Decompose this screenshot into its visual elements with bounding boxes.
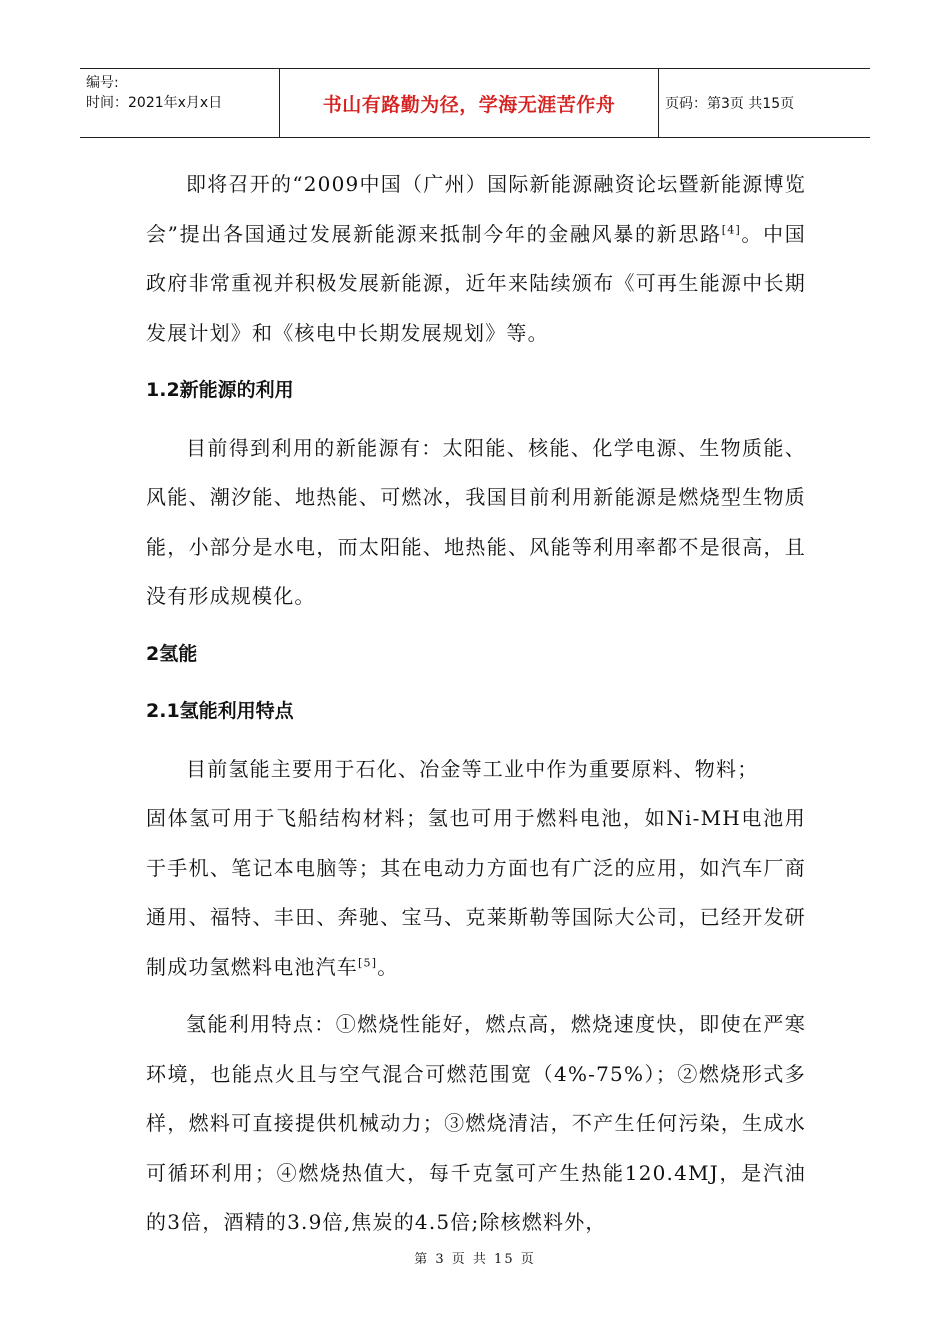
section-heading: 1.2新能源的利用 — [146, 379, 294, 401]
section-heading: 2氢能 — [146, 642, 198, 665]
document-time: 时间：2021年x月x日 — [86, 95, 223, 111]
header-motto: 书山有路勤为径，学海无涯苦作舟 — [280, 69, 659, 137]
paragraph-hydrogen-use-line1: 目前氢能主要用于石化、冶金等工业中作为重要原料、物料； — [186, 756, 759, 781]
section-heading: 2.1氢能利用特点 — [146, 700, 294, 722]
citation-ref: [4] — [721, 222, 741, 236]
document-body — [146, 160, 806, 1248]
page-header — [80, 68, 870, 138]
paragraph-hydrogen-use — [146, 794, 806, 992]
header-page-info: 页码：第3页 共15页 — [665, 96, 795, 112]
header-meta — [80, 69, 280, 137]
paragraph-text: 。 — [377, 954, 399, 979]
paragraph-text: 固体氢可用于飞船结构材料；氢也可用于燃料电池，如Ni-MH电池用于手机、笔记本电脑等；其在电动力方面也有广泛的应用，如汽车厂商通用、福特、丰田、奔驰、宝马、克莱斯勒等国际大公司，已经开发研制成功氢燃料电池汽车 — [146, 806, 806, 979]
paragraph-hydrogen-features: 氢能利用特点：①燃烧性能好，燃点高，燃烧速度快，即使在严寒环境，也能点火且与空气混合可燃范围宽（4%-75%）；②燃烧形式多样，燃料可直接提供机械动力；③燃烧清洁，不产生任何污染，生成水可循环利用；④燃烧热值大，每千克氢可产生热能120.4MJ，是汽油的3倍，酒精的3.9倍,焦炭的4.5倍;除核燃料外， — [146, 1012, 806, 1234]
paragraph-new-energy-use: 目前得到利用的新能源有：太阳能、核能、化学电源、生物质能、风能、潮汐能、地热能、可燃冰，我国目前利用新能源是燃烧型生物质能，小部分是水电，而太阳能、地热能、风能等利用率都不是很高，且没有形成规模化。 — [146, 435, 806, 608]
paragraph-intro — [146, 160, 806, 358]
document-number-label: 编号: — [86, 75, 119, 91]
citation-ref: [5] — [358, 955, 378, 969]
page-footer: 第 3 页 共 15 页 — [414, 1252, 536, 1267]
paragraph-text: 。中国政府非常重视并积极发展新能源，近年来陆续颁布《可再生能源中长期发展计划》和《核电中长期发展规划》等。 — [146, 221, 806, 345]
paragraph-text: 即将召开的“2009中国（广州）国际新能源融资论坛暨新能源博览会”提出各国通过发展新能源来抵制今年的金融风暴的新思路 — [146, 172, 806, 246]
